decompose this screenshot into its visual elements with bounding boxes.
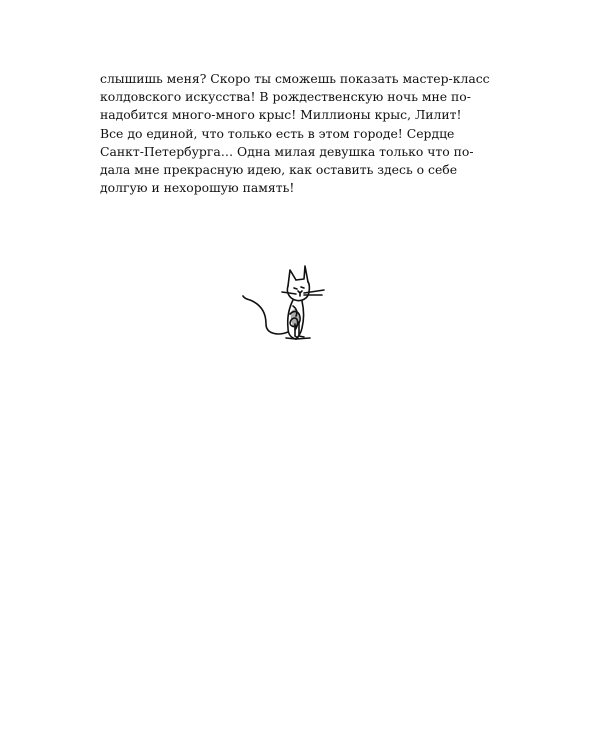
body-text xyxy=(100,70,490,197)
text-line: дала мне прекрасную идею, как оставить здесь о себе xyxy=(100,161,458,177)
text-line: колдовского искусства! В рождественскую ночь мне по- xyxy=(100,89,471,105)
text-line: Все до единой, что только есть в этом городе! Сердце xyxy=(100,125,455,141)
text-line: слышишь меня? Скоро ты сможешь показать мастер-класс xyxy=(100,71,490,86)
text-line: Санкт-Петербурга… Одна милая девушка только что по- xyxy=(100,143,474,159)
text-line: долгую и нехорошую память! xyxy=(100,180,295,196)
text-line: надобится много-много крыс! Миллионы крыс, Лилит! xyxy=(100,107,462,123)
cat-icon xyxy=(238,262,328,344)
